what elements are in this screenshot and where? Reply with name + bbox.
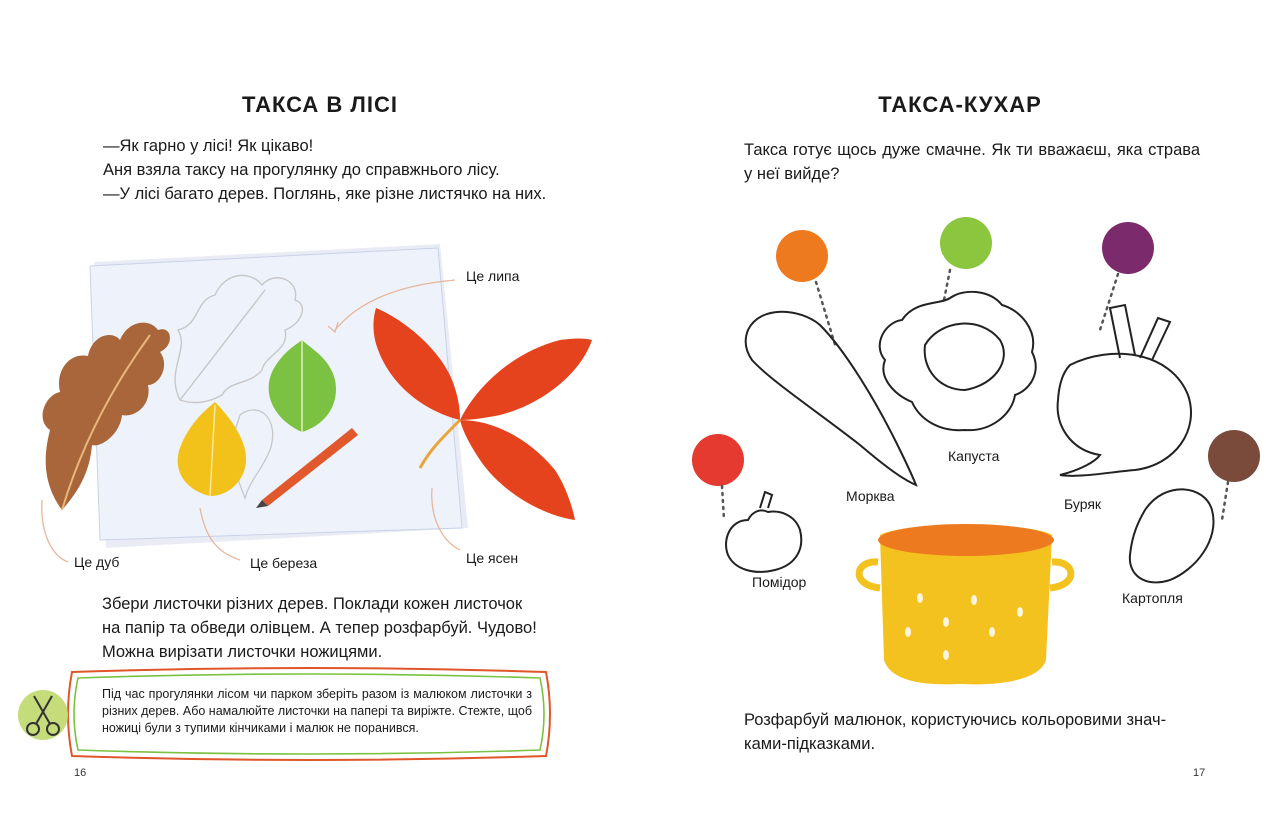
- label-buriak: Буряк: [1064, 496, 1102, 512]
- intro-text: Такса готує щось дуже смачне. Як ти вважаєш, яка страва у неї вийде?: [744, 141, 1200, 183]
- beet-outline: [1058, 305, 1191, 476]
- intro-line: —Як гарно у лісі! Як цікаво!: [103, 137, 314, 155]
- carrot-outline: [746, 312, 916, 485]
- right-page: [640, 0, 1280, 825]
- label-bereza: Це береза: [250, 555, 318, 571]
- scissors-icon: [18, 688, 68, 742]
- label-lypa: Це липа: [466, 268, 520, 284]
- page-title: ТАКСА В ЛІСІ: [242, 92, 398, 117]
- label-dub: Це дуб: [74, 554, 120, 570]
- label-kartoplia: Картопля: [1122, 590, 1183, 606]
- instructions-text: [744, 708, 1166, 756]
- intro-line: —У лісі багато дерев. Поглянь, яке різне листячко на них.: [103, 185, 547, 203]
- swatch-kapusta: [940, 217, 992, 269]
- tomato-outline: [726, 492, 801, 572]
- swatch-pomidor: [692, 434, 744, 486]
- vegetables-illustration: [640, 0, 1280, 825]
- swatch-kartoplia: [1208, 430, 1260, 482]
- page-number: 16: [74, 767, 87, 779]
- instructions-text: [102, 592, 558, 664]
- label-morkva: Морква: [846, 488, 895, 504]
- tip-text: Під час прогулянки лісом чи парком зберіть разом із малюком листочки з різних дерев. Або намалюйте листочки на папері та виріжте. Стежте, щоб ножиці були з тупими кінчиками і малюк не поранився.: [102, 687, 532, 735]
- instructions-line: Збери листочки різних дерев. Поклади кожен листочок: [102, 595, 523, 613]
- instructions-line: на папір та обведи олівцем. А тепер розфарбуй. Чудово!: [102, 619, 537, 637]
- pot: [859, 524, 1071, 684]
- swatch-morkva: [776, 230, 828, 282]
- page-number: 17: [1193, 767, 1206, 779]
- instructions-line: Можна вирізати листочки ножицями.: [102, 643, 383, 661]
- swatch-buriak: [1102, 222, 1154, 274]
- intro-line: Аня взяла таксу на прогулянку до справжнього лісу.: [103, 161, 500, 179]
- cabbage-outline: [880, 292, 1036, 430]
- instructions-line: Розфарбуй малюнок, користуючись кольоровими знач-: [744, 711, 1167, 729]
- label-pomidor: Помідор: [752, 574, 807, 590]
- label-yasen: Це ясен: [466, 550, 519, 566]
- page-title: ТАКСА-КУХАР: [878, 92, 1042, 117]
- instructions-line: ками-підказками.: [744, 735, 876, 753]
- label-kapusta: Капуста: [948, 448, 1000, 464]
- potato-outline: [1130, 489, 1214, 582]
